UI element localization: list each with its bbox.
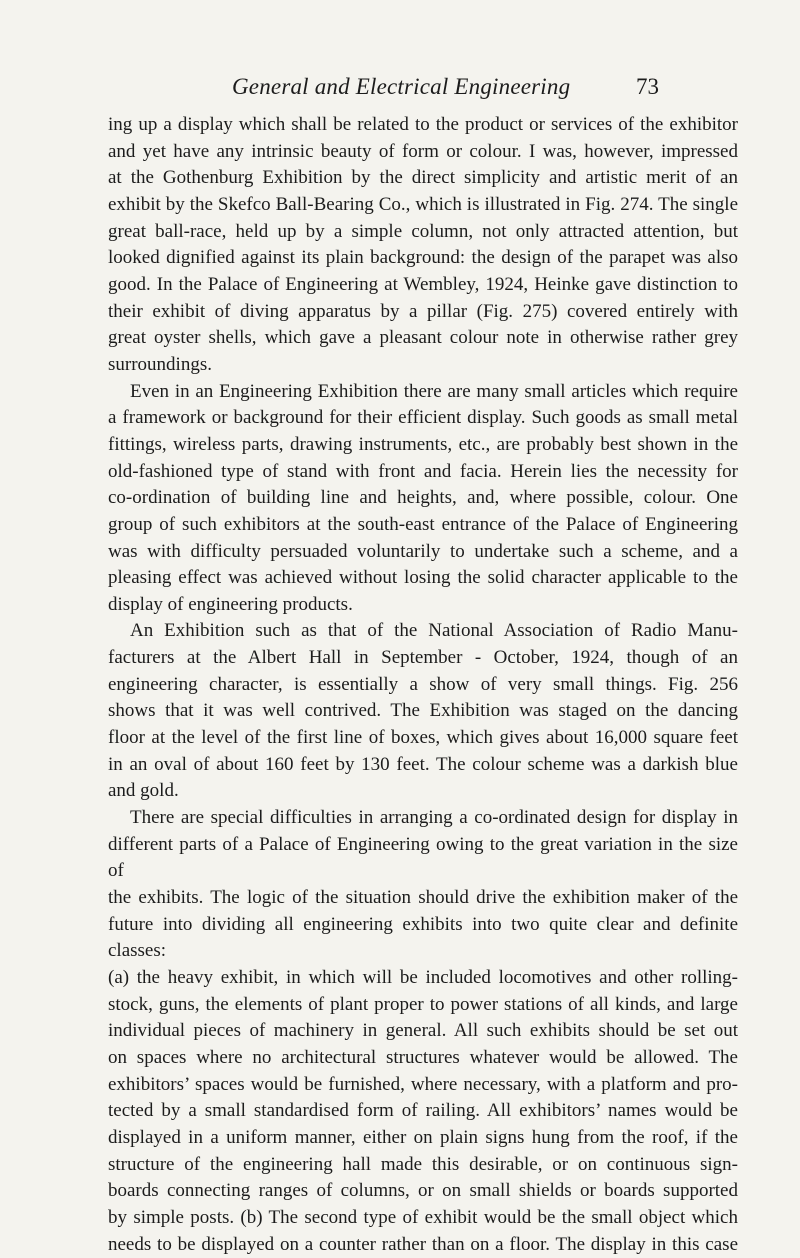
text-line: at the Gothenburg Exhibition by the direct simplicity and artistic merit of an (108, 167, 738, 189)
text-line: needs to be displayed on a counter rather than on a floor. The display in this case (108, 1233, 738, 1255)
text-line: An Exhibition such as that of the National Association of Radio Manu- (130, 620, 738, 642)
text-line: fittings, wireless parts, drawing instruments, etc., are probably best shown in the (108, 433, 738, 455)
text-line: future into dividing all engineering exhibits into two quite clear and definite classes: (108, 913, 738, 962)
text-line: pleasing effect was achieved without losing the solid character applicable to the (108, 567, 738, 589)
text-line: structure of the engineering hall made this desirable, or on continuous sign- (108, 1153, 738, 1175)
text-line: good. In the Palace of Engineering at Wembley, 1924, Heinke gave distinction to (108, 273, 738, 295)
text-line: engineering character, is essentially a show of very small things. Fig. 256 (108, 673, 738, 695)
text-line: was with difficulty persuaded voluntarily to undertake such a scheme, and a (108, 540, 738, 562)
running-title: General and Electrical Engineering (232, 74, 571, 99)
text-line: display of engineering products. (108, 593, 353, 615)
body-text (108, 112, 738, 1258)
page-number: 73 (636, 74, 659, 99)
text-line: (a) the heavy exhibit, in which will be included locomotives and other rolling- (108, 967, 738, 988)
text-line: and yet have any intrinsic beauty of form or colour. I was, however, impressed (108, 140, 738, 162)
text-line: shows that it was well contrived. The Exhibition was staged on the dancing (108, 700, 738, 722)
text-line: by simple posts. (b) The second type of exhibit would be the small object which (108, 1206, 738, 1228)
text-line: exhibitors’ spaces would be furnished, where necessary, with a platform and pro- (108, 1073, 738, 1095)
text-line: group of such exhibitors at the south-east entrance of the Palace of Engineering (108, 513, 738, 535)
text-line: old-fashioned type of stand with front and facia. Herein lies the necessity for (108, 460, 738, 482)
text-line: the exhibits. The logic of the situation should drive the exhibition maker of the (108, 887, 738, 909)
text-line: their exhibit of diving apparatus by a pillar (Fig. 275) covered entirely with (108, 300, 738, 322)
text-line: a framework or background for their efficient display. Such goods as small metal (108, 407, 738, 429)
running-head (0, 74, 800, 108)
text-line: surroundings. (108, 353, 212, 375)
text-line: tected by a small standardised form of railing. All exhibitors’ names would be (108, 1100, 738, 1122)
text-line: floor at the level of the first line of boxes, which gives about 16,000 square feet (108, 727, 738, 749)
text-line: and gold. (108, 780, 179, 802)
text-line: ing up a display which shall be related to the product or services of the exhibitor (108, 114, 738, 135)
text-line: stock, guns, the elements of plant proper to power stations of all kinds, and large (108, 993, 738, 1015)
text-line: looked dignified against its plain background: the design of the parapet was also (108, 247, 738, 269)
text-line: great oyster shells, which gave a pleasant colour note in otherwise rather grey (108, 327, 738, 349)
text-line: facturers at the Albert Hall in September - October, 1924, though of an (108, 647, 738, 669)
text-line: co-ordination of building line and heights, and, where possible, colour. One (108, 487, 738, 509)
text-line: boards connecting ranges of columns, or on small shields or boards supported (108, 1180, 738, 1202)
text-line: different parts of a Palace of Engineering owing to the great variation in the size of (108, 833, 738, 882)
text-line: Even in an Engineering Exhibition there are many small articles which require (130, 380, 738, 402)
text-line: in an oval of about 160 feet by 130 feet. The colour scheme was a darkish blue (108, 753, 738, 775)
text-line: There are special difficulties in arranging a co-ordinated design for display in (130, 807, 738, 829)
text-line: individual pieces of machinery in general. All such exhibits should be set out (108, 1020, 738, 1042)
text-line: exhibit by the Skefco Ball-Bearing Co., which is illustrated in Fig. 274. The single (108, 193, 738, 215)
text-line: great ball-race, held up by a simple column, not only attracted attention, but (108, 220, 738, 242)
text-line: displayed in a uniform manner, either on plain signs hung from the roof, if the (108, 1126, 738, 1148)
text-line: on spaces where no architectural structures whatever would be allowed. The (108, 1046, 738, 1068)
